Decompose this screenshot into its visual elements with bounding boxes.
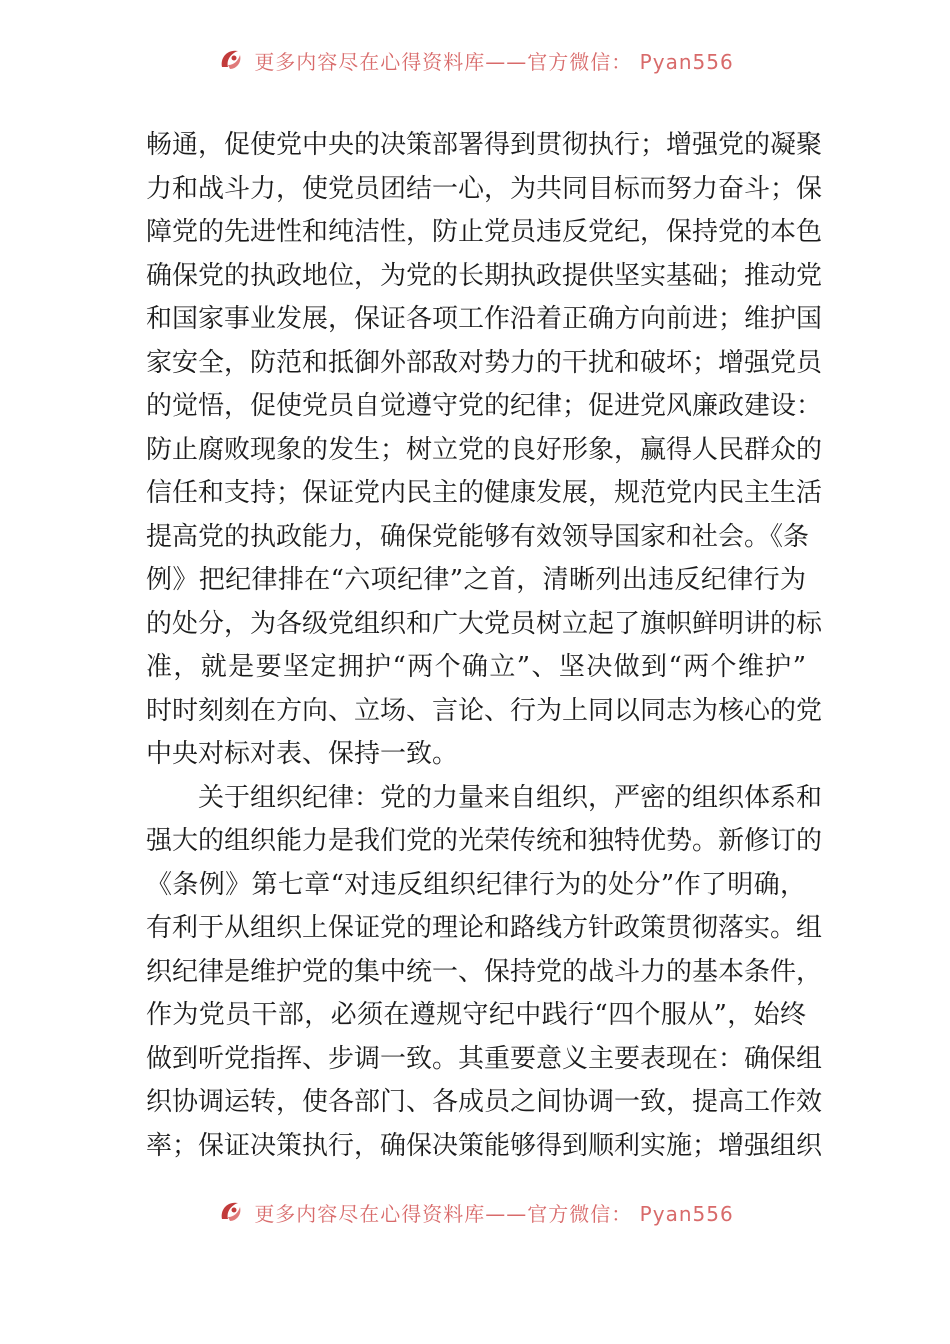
body-line: 作为党员干部，必须在遵规守纪中践行“四个服从”，始终 bbox=[146, 1000, 806, 1030]
footer-banner-text: 更多内容尽在心得资料库——官方微信： Pyan556 bbox=[254, 1201, 734, 1226]
body-line: 防止腐败现象的发生；树立党的良好形象，赢得人民群众的 bbox=[146, 434, 823, 465]
body-line: 织纪律是维护党的集中统一、保持党的战斗力的基本条件， bbox=[146, 956, 823, 987]
body-line: 的觉悟，促使党员自觉遵守党的纪律；促进党风廉政建设： bbox=[146, 391, 823, 421]
paragraph-end-line: 中央对标对表、保持一致。 bbox=[146, 739, 459, 769]
document-body bbox=[146, 124, 823, 1168]
body-line: 家安全，防范和抵御外部敌对势力的干扰和破坏；增强党员 bbox=[146, 347, 823, 378]
body-line: 率；保证决策执行，确保决策能够得到顺利实施；增强组织 bbox=[146, 1130, 823, 1161]
brand-logo-icon bbox=[216, 48, 246, 75]
body-line: 确保党的执政地位，为党的长期执政提供坚实基础；推动党 bbox=[146, 260, 823, 291]
body-line: 时时刻刻在方向、立场、言论、行为上同以同志为核心的党 bbox=[146, 695, 823, 726]
footer-banner bbox=[0, 1200, 950, 1240]
body-line: 织协调运转，使各部门、各成员之间协调一致，提高工作效 bbox=[146, 1087, 823, 1117]
body-line: 例》把纪律排在“六项纪律”之首，清晰列出违反纪律行为 bbox=[146, 565, 806, 595]
paragraph-start-line: 关于组织纪律：党的力量来自组织，严密的组织体系和 bbox=[146, 782, 823, 813]
body-line: 信任和支持；保证党内民主的健康发展，规范党内民主生活 bbox=[146, 478, 823, 508]
body-line: 做到听党指挥、步调一致。其重要意义主要表现在：确保组 bbox=[146, 1043, 823, 1074]
body-line: 力和战斗力，使党员团结一心，为共同目标而努力奋斗；保 bbox=[146, 173, 823, 204]
body-line: 畅通，促使党中央的决策部署得到贯彻执行；增强党的凝聚 bbox=[146, 130, 823, 160]
body-line: 强大的组织能力是我们党的光荣传统和独特优势。新修订的 bbox=[146, 826, 823, 856]
body-line: 提高党的执政能力，确保党能够有效领导国家和社会。《条 bbox=[146, 521, 810, 552]
body-line: 和国家事业发展，保证各项工作沿着正确方向前进；维护国 bbox=[146, 304, 823, 334]
header-banner-text: 更多内容尽在心得资料库——官方微信： Pyan556 bbox=[254, 49, 734, 74]
body-line: 《条例》第七章“对违反组织纪律行为的处分”作了明确， bbox=[146, 869, 806, 900]
body-line: 准，就是要坚定拥护“两个确立”、坚决做到“两个维护” bbox=[146, 652, 806, 682]
body-line: 障党的先进性和纯洁性，防止党员违反党纪，保持党的本色 bbox=[146, 217, 823, 247]
body-line: 有利于从组织上保证党的理论和路线方针政策贯彻落实。组 bbox=[146, 913, 823, 943]
brand-logo-icon bbox=[216, 1200, 246, 1227]
header-banner bbox=[0, 48, 950, 88]
body-line: 的处分，为各级党组织和广大党员树立起了旗帜鲜明讲的标 bbox=[146, 608, 823, 639]
